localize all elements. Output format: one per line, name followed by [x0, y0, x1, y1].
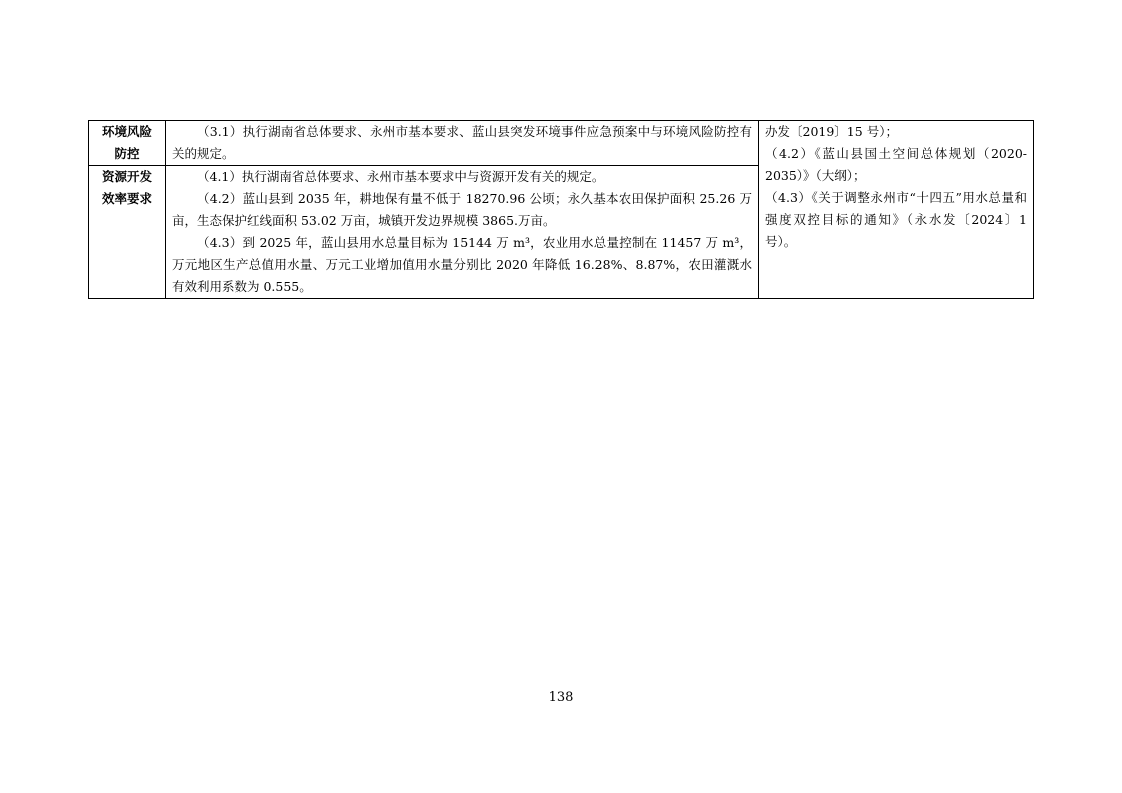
- category-label: 资源开发: [101, 169, 152, 184]
- requirement-paragraph: （3.1）执行湖南省总体要求、永州市基本要求、蓝山县突发环境事件应急预案中与环境风险防控有关的规定。: [172, 124, 752, 161]
- category-label: 防控: [114, 146, 140, 161]
- category-label: 效率要求: [101, 191, 152, 206]
- basis-line: （4.2）《蓝山县国土空间总体规划（2020-2035）》（大纲）；: [765, 146, 1027, 183]
- category-cell: [89, 121, 166, 166]
- regulation-table: [88, 120, 1034, 299]
- requirement-paragraph: （4.1）执行湖南省总体要求、永州市基本要求中与资源开发有关的规定。: [197, 169, 605, 184]
- requirement-paragraph: （4.3）到 2025 年，蓝山县用水总量目标为 15144 万 m³，农业用水总量控制在 11457 万 m³，万元地区生产总值用水量、万元工业增加值用水量分别比 2020 年降低 16.28%、8.87%，农田灌溉水有效利用系数为 0.555。: [172, 235, 752, 294]
- requirement-cell: [166, 166, 759, 299]
- category-cell: [89, 166, 166, 299]
- basis-line: 办发〔2019〕15 号）；: [765, 124, 898, 139]
- basis-line: （4.3）《关于调整永州市“十四五”用水总量和强度双控目标的通知》（永水发〔2024〕1 号）。: [765, 190, 1027, 249]
- table-row: [89, 121, 1034, 166]
- page-number: 138: [548, 690, 574, 705]
- requirement-cell: [166, 121, 759, 166]
- basis-cell: [759, 121, 1034, 299]
- requirement-paragraph: （4.2）蓝山县到 2035 年，耕地保有量不低于 18270.96 公顷；永久基本农田保护面积 25.26 万亩，生态保护红线面积 53.02 万亩，城镇开发边界规模 3865.万亩。: [172, 191, 752, 228]
- category-label: 环境风险: [101, 124, 152, 139]
